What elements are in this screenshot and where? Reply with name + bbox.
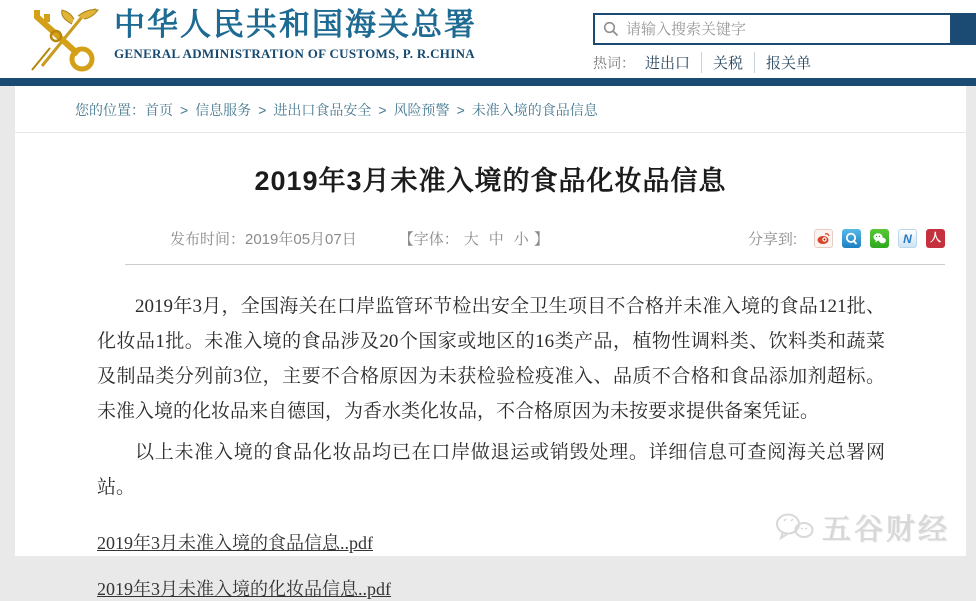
breadcrumb-separator: > bbox=[258, 102, 267, 118]
search-input[interactable] bbox=[626, 21, 950, 38]
sina-weibo-icon[interactable] bbox=[814, 229, 833, 248]
share-label: 分享到: bbox=[747, 231, 797, 248]
renren-icon[interactable]: 人 bbox=[926, 229, 945, 248]
article-body bbox=[97, 289, 885, 601]
publish-date: 发布时间：2019年05月07日 bbox=[170, 231, 357, 248]
breadcrumb-item-info-service[interactable]: 信息服务 bbox=[195, 102, 252, 118]
site-title-cn: 中华人民共和国海关总署 bbox=[114, 7, 477, 42]
hot-word-tariff[interactable]: 关税 bbox=[701, 52, 743, 73]
search-bar bbox=[593, 13, 976, 45]
hot-word-declaration[interactable]: 报关单 bbox=[754, 52, 811, 73]
font-selector-suffix: 】 bbox=[533, 231, 549, 248]
share-toolbar bbox=[748, 228, 945, 249]
article-paragraph: 2019年3月，全国海关在口岸监管环节检出安全卫生项目不合格并未准入境的食品121批、化妆品1批。未准入境的食品涉及20个国家或地区的16类产品，植物性调料类、饮料类和蔬菜及制品类分列前3位，主要不合格原因为未获检验检疫准入、品质不合格和食品添加剂超标。未准入境的化妆品来自德国，为香水类化妆品，不合格原因为未按要求提供备案凭证。 bbox=[97, 296, 885, 422]
breadcrumb-separator: > bbox=[180, 102, 189, 118]
breadcrumb-separator: > bbox=[456, 102, 465, 118]
font-size-small[interactable]: 小 bbox=[513, 231, 529, 248]
breadcrumb-item-food-safety[interactable]: 进出口食品安全 bbox=[273, 102, 372, 118]
netease-weibo-icon[interactable]: N bbox=[898, 229, 917, 248]
food-info-pdf-link[interactable]: 2019年3月未准入境的食品信息..pdf bbox=[97, 533, 373, 553]
article-meta-row bbox=[125, 228, 945, 265]
hot-words-row bbox=[593, 52, 811, 73]
site-title-block bbox=[114, 7, 477, 62]
breadcrumb-item-current[interactable]: 未准入境的食品信息 bbox=[471, 102, 598, 118]
wechat-icon[interactable] bbox=[870, 229, 889, 248]
watermark bbox=[774, 507, 950, 548]
page-title: 2019年3月未准入境的食品化妆品信息 bbox=[254, 166, 727, 196]
search-icon bbox=[603, 21, 619, 37]
hot-word-import-export[interactable]: 进出口 bbox=[645, 55, 691, 72]
font-size-large[interactable]: 大 bbox=[463, 231, 479, 248]
hot-words-label: 热词： bbox=[593, 54, 635, 71]
breadcrumb-separator: > bbox=[378, 102, 387, 118]
article-paragraph: 以上未准入境的食品化妆品均已在口岸做退运或销毁处理。详细信息可查阅海关总署网站。 bbox=[97, 442, 885, 498]
search-button[interactable] bbox=[950, 13, 976, 45]
breadcrumb bbox=[15, 86, 966, 133]
breadcrumb-item-risk-warning[interactable]: 风险预警 bbox=[393, 102, 450, 118]
site-header bbox=[0, 0, 976, 78]
site-title-en: GENERAL ADMINISTRATION OF CUSTOMS, P. R.CHINA bbox=[114, 46, 475, 61]
breadcrumb-item-home[interactable]: 首页 bbox=[145, 102, 173, 118]
customs-emblem-logo[interactable] bbox=[22, 4, 106, 74]
header-divider-bar bbox=[0, 78, 976, 86]
tencent-weibo-icon[interactable] bbox=[842, 229, 861, 248]
breadcrumb-label: 您的位置： bbox=[75, 102, 145, 118]
main-content bbox=[15, 86, 966, 599]
search-box bbox=[593, 13, 950, 45]
font-selector-prefix: 【字体： bbox=[398, 231, 459, 248]
font-size-medium[interactable]: 中 bbox=[488, 231, 504, 248]
watermark-text: 五谷财经 bbox=[821, 514, 950, 546]
font-size-selector bbox=[399, 228, 549, 249]
cosmetics-info-pdf-link[interactable]: 2019年3月未准入境的化妆品信息..pdf bbox=[97, 579, 391, 599]
wugu-caijing-logo-icon bbox=[774, 512, 816, 544]
